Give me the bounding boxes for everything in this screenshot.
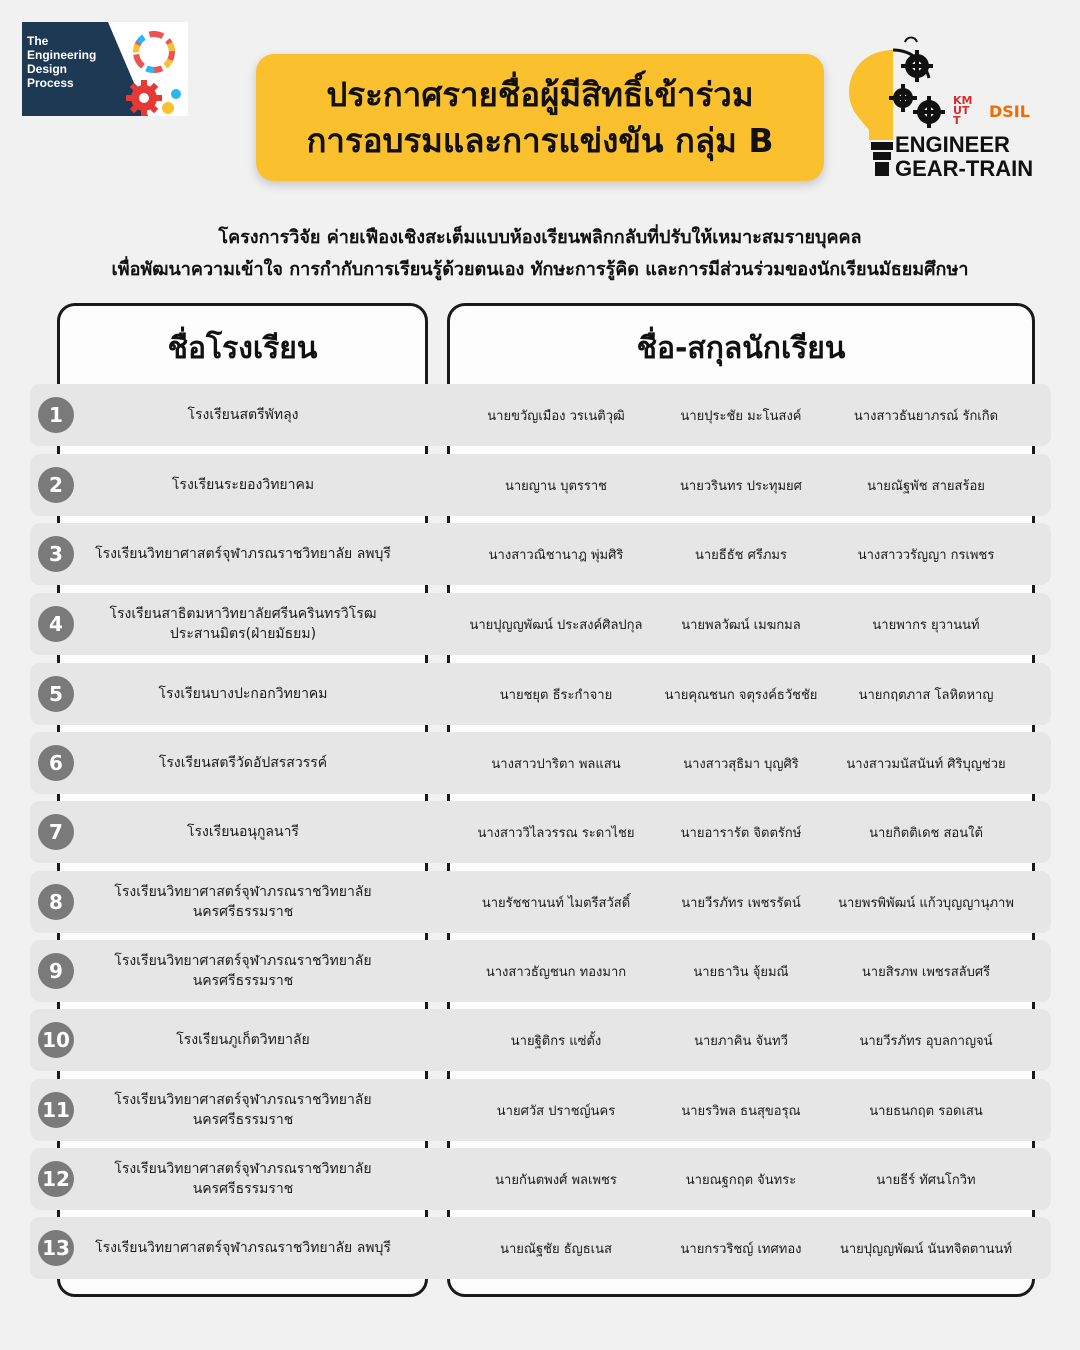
student-name: นายวีรภัทร เพชรรัตน์: [681, 895, 801, 911]
student-name: นายสิรภพ เพชรสลับศรี: [861, 964, 991, 980]
student-name: นายกฤตภาส โลหิตหาญ: [858, 687, 994, 703]
student-name: นายศวัส ปราชญ์นคร: [496, 1103, 616, 1119]
edp-cycle-icon: [108, 22, 188, 116]
student-name: นายรวิพล ธนสุขอรุณ: [681, 1103, 801, 1119]
title-line-2: การอบรมและการแข่งขัน กลุ่ม B: [306, 120, 774, 160]
school-column-header: ชื่อโรงเรียน: [167, 331, 318, 366]
kmutt-logo-text: KMUTT: [953, 94, 973, 127]
row-number-badge: 13: [38, 1230, 74, 1266]
yellow-gear-icon: [162, 102, 174, 114]
row-number-badge: 12: [38, 1161, 74, 1197]
student-name: นายธีธัช ศรีภมร: [695, 547, 787, 563]
student-name: นายปุญญพัฒน์ ประสงค์ศิลปกุล: [469, 617, 643, 633]
school-name: โรงเรียนวิทยาศาสตร์จุฬาภรณราชวิทยาลัย ลพบุรี: [95, 546, 391, 562]
student-name: นายกิตติเดช สอนใต้: [869, 825, 983, 841]
student-name: นายรัชชานนท์ ไมตรีสวัสดิ์: [481, 895, 631, 911]
school-name: โรงเรียนสตรีพัทลุง: [187, 407, 299, 423]
gear-train-text: GEAR-TRAIN: [895, 156, 1034, 181]
engineer-gear-train-logo: [845, 36, 1045, 186]
edp-logo-text: The Engineering Design Process: [27, 34, 97, 90]
school-name: โรงเรียนภูเก็ตวิทยาลัย: [176, 1032, 310, 1048]
student-name: นายณัฐพัช สายสร้อย: [867, 478, 985, 494]
student-name: นางสาวธันยาภรณ์ รักเกิด: [853, 408, 999, 424]
student-name: นายพลวัฒน์ เมฆกมล: [681, 617, 801, 633]
student-name: นายวรินทร ประทุมยศ: [680, 478, 802, 494]
student-name: นายฐิติกร แซ่ตั้ง: [510, 1033, 602, 1049]
student-name: นายธาวิน จุ้ยมณี: [693, 964, 789, 980]
student-name: นายณัฐชัย ธัญธเนส: [500, 1241, 612, 1257]
student-name: นางสาวปาริตา พลแสน: [491, 756, 621, 772]
row-number-badge: 4: [38, 606, 74, 642]
student-name: นายคุณชนก จตุรงค์ธวัชชัย: [664, 687, 818, 703]
student-name: นางสาวธัญชนก ทองมาก: [485, 964, 627, 980]
school-name: โรงเรียนวิทยาศาสตร์จุฬาภรณราชวิทยาลัย นครศรีธรรมราช: [114, 1092, 372, 1128]
engineering-design-process-logo: [22, 22, 188, 116]
student-name: นายพรพิพัฒน์ แก้วบุญญานุภาพ: [838, 895, 1014, 911]
school-name: โรงเรียนวิทยาศาสตร์จุฬาภรณราชวิทยาลัย นครศรีธรรมราช: [114, 953, 372, 989]
student-name: นายญาน บุตรราช: [505, 478, 607, 494]
row-number-badge: 10: [38, 1022, 74, 1058]
row-number-badge: 3: [38, 536, 74, 572]
announcement-title: [256, 54, 824, 181]
school-name: โรงเรียนระยองวิทยาคม: [171, 477, 315, 493]
student-name: นางสาววิไลวรรณ ระดาไชย: [477, 825, 635, 841]
school-name: โรงเรียนสาธิตมหาวิทยาลัยศรีนครินทรวิโรฒ ประสานมิตร(ฝ่ายมัธยม): [109, 606, 377, 642]
project-subtitle-line-2: เพื่อพัฒนาความเข้าใจ การกำกับการเรียนรู้ด้วยตนเอง ทักษะการรู้คิด และการมีส่วนร่วมของนักเรียนมัธยมศึกษา: [111, 259, 969, 280]
student-name: นายธีร์ ทัศนโกวิท: [876, 1172, 976, 1188]
row-number-badge: 8: [38, 884, 74, 920]
student-column-header: ชื่อ-สกุลนักเรียน: [636, 331, 846, 366]
school-name: โรงเรียนวิทยาศาสตร์จุฬาภรณราชวิทยาลัย ลพบุรี: [95, 1240, 391, 1256]
student-name: นายขวัญเมือง วรเนติวุฒิ: [487, 408, 625, 424]
student-name: นายวีรภัทร อุบลกาญจน์: [859, 1033, 993, 1049]
student-name: นายพากร ยุวานนท์: [872, 617, 980, 633]
student-name: นางสาวสุธิมา บุญศิริ: [683, 756, 799, 772]
row-number-badge: 6: [38, 745, 74, 781]
school-name: โรงเรียนบางปะกอกวิทยาคม: [158, 686, 328, 702]
row-number-badge: 11: [38, 1092, 74, 1128]
row-number-badge: 2: [38, 467, 74, 503]
student-name: นางสาวมนัสนันท์ ศิริบุญช่วย: [846, 756, 1006, 772]
project-subtitle-line-1: โครงการวิจัย ค่ายเฟืองเชิงสะเต็มแบบห้องเรียนพลิกกลับที่ปรับให้เหมาะสมรายบุคคล: [218, 227, 862, 248]
student-name: นายกันตพงศ์ พลเพชร: [495, 1172, 617, 1188]
row-number-badge: 7: [38, 814, 74, 850]
dsil-logo-text: DSIL: [989, 102, 1030, 121]
student-name: นายอารารัต จิตตรักษ์: [680, 825, 802, 841]
row-number-badge: 9: [38, 953, 74, 989]
row-number-badge: 5: [38, 676, 74, 712]
student-name: นายกรวริชญ์ เทศทอง: [680, 1241, 802, 1257]
school-name: โรงเรียนอนุกูลนารี: [187, 824, 299, 840]
student-name: นายปุญญพัฒน์ นันทจิตตานนท์: [839, 1241, 1013, 1257]
title-line-1: ประกาศรายชื่อผู้มีสิทธิ์เข้าร่วม: [326, 74, 754, 114]
student-name: นายภาคิน จันทวี: [694, 1033, 788, 1049]
student-name: นายณฐกฤต จันทระ: [685, 1172, 797, 1188]
student-name: นางสาวณิชานาฎ พุ่มศิริ: [488, 547, 624, 563]
engineer-text: ENGINEER: [895, 132, 1010, 157]
school-name: โรงเรียนสตรีวัดอัปสรสวรรค์: [158, 755, 328, 771]
student-name: นายปุระชัย มะโนสงค์: [680, 408, 802, 424]
student-name: นายชยุต ธีระกำจาย: [499, 687, 613, 703]
student-name: นายธนกฤต รอดเสน: [869, 1103, 983, 1119]
red-gear-icon: [126, 80, 162, 116]
row-number-badge: 1: [38, 397, 74, 433]
student-name: นางสาววรัญญา กรเพชร: [857, 547, 995, 563]
school-name: โรงเรียนวิทยาศาสตร์จุฬาภรณราชวิทยาลัย นครศรีธรรมราช: [114, 884, 372, 920]
blue-gear-icon: [171, 89, 181, 99]
school-name: โรงเรียนวิทยาศาสตร์จุฬาภรณราชวิทยาลัย นครศรีธรรมราช: [114, 1161, 372, 1197]
